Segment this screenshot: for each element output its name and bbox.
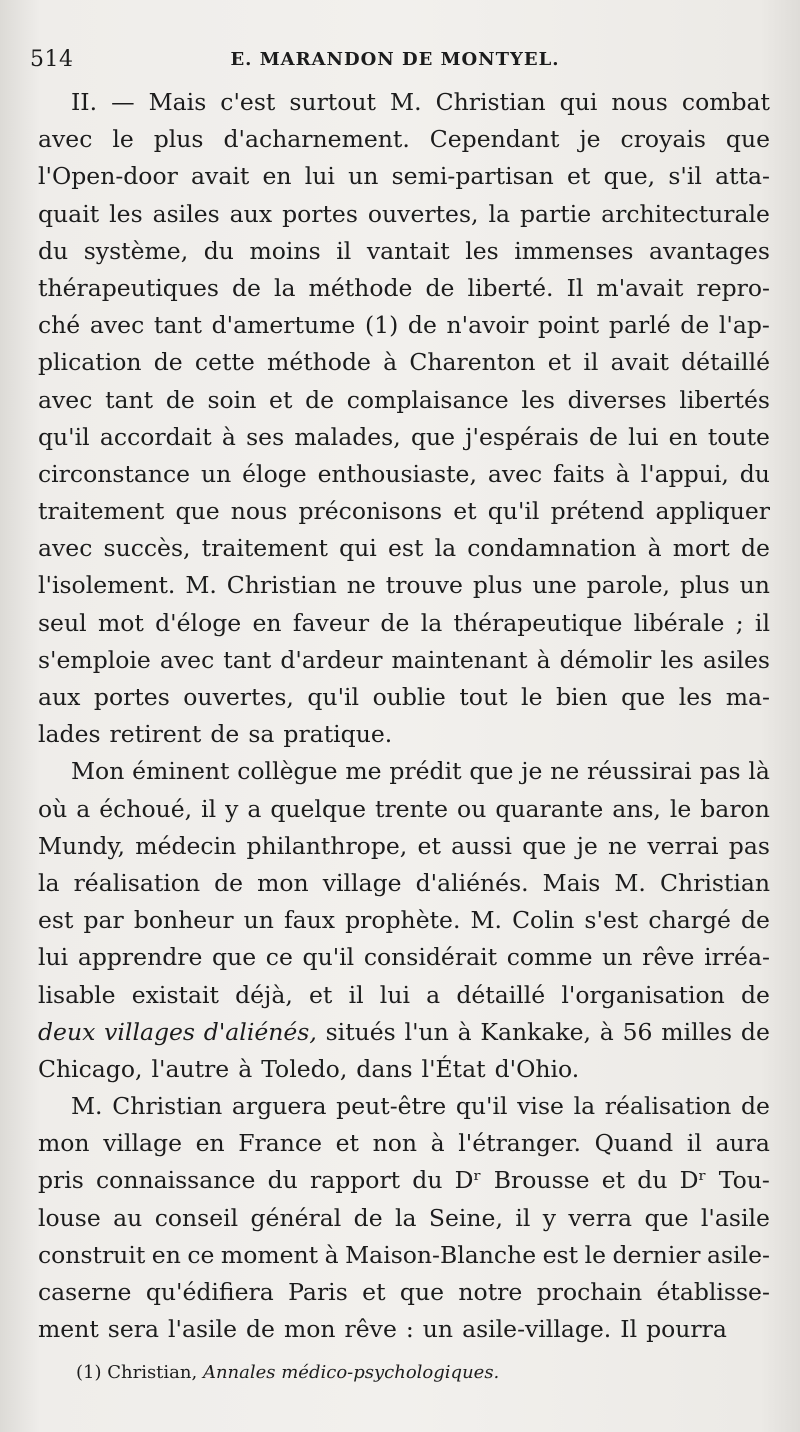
text-line: du système, du moins il vantait les immenses avantages bbox=[38, 236, 770, 265]
footnote-marker: (1) Christian, bbox=[76, 1362, 198, 1383]
text-line: aux portes ouvertes, qu'il oublie tout le bien que les ma- bbox=[38, 683, 770, 711]
text-line: ché avec tant d'amertume (1) de n'avoir point parlé de l'ap- bbox=[38, 311, 770, 340]
text-line: avec le plus d'acharnement. Cependant je croyais que bbox=[38, 125, 770, 154]
text-line: la réalisation de mon village d'aliénés. Mais M. Christian bbox=[38, 868, 770, 897]
text-line: circonstance un éloge enthousiaste, avec faits à l'appui, du bbox=[38, 459, 770, 488]
text-line: Mundy, médecin philanthrope, et aussi que je ne verrai pas bbox=[38, 831, 770, 860]
text-line: caserne qu'édifiera Paris et que notre prochain établisse- bbox=[38, 1278, 770, 1306]
text-line: avec succès, traitement qui est la condamnation à mort de bbox=[38, 534, 770, 563]
running-head: E. MARANDON DE MONTYEL. bbox=[230, 48, 560, 70]
text-line: lades retirent de sa pratique. bbox=[38, 720, 393, 749]
text-line: lisable existait déjà, et il lui a détaillé l'organisation de bbox=[38, 980, 770, 1009]
text-line: l'Open-door avait en lui un semi-partisan et que, s'il atta- bbox=[38, 162, 770, 191]
text-line: qu'il accordait à ses malades, que j'espérais de lui en toute bbox=[38, 422, 770, 451]
text-line: Chicago, l'autre à Toledo, dans l'État d'Ohio. bbox=[38, 1054, 580, 1083]
text-line: lui apprendre que ce qu'il considérait comme un rêve irréa- bbox=[38, 943, 770, 972]
text-line: s'emploie avec tant d'ardeur maintenant à démolir les asiles bbox=[38, 645, 770, 674]
text-line: traitement que nous préconisons et qu'il prétend appliquer bbox=[38, 497, 770, 526]
page-header bbox=[30, 44, 760, 74]
text-line: plication de cette méthode à Charenton et il avait détaillé bbox=[38, 348, 770, 377]
text-line: mon village en France et non à l'étranger. Quand il aura bbox=[38, 1129, 770, 1158]
footnote-source: Annales médico-psychologiques. bbox=[202, 1362, 500, 1383]
footnote bbox=[76, 1362, 499, 1383]
text-line: pris connaissance du rapport du Dʳ Brousse et du Dʳ Tou- bbox=[38, 1166, 770, 1195]
text-line: thérapeutiques de la méthode de liberté. Il m'avait repro- bbox=[38, 273, 770, 302]
body-text bbox=[38, 84, 770, 1348]
text-line: quait les asiles aux portes ouvertes, la partie architecturale bbox=[38, 199, 770, 228]
text-line: ment sera l'asile de mon rêve : un asile-village. Il pourra bbox=[38, 1315, 727, 1344]
text-line: deux villages d'aliénés, situés l'un à Kankake, à 56 milles de bbox=[38, 1017, 770, 1046]
page-number: 514 bbox=[30, 46, 74, 72]
text-line: où a échoué, il y a quelque trente ou quarante ans, le baron bbox=[38, 794, 770, 823]
text-line: construit en ce moment à Maison-Blanche est le dernier asile- bbox=[38, 1240, 770, 1269]
text-line: louse au conseil général de la Seine, il y verra que l'asile bbox=[38, 1203, 770, 1232]
text-line: seul mot d'éloge en faveur de la thérapeutique libérale ; il bbox=[38, 608, 770, 637]
text-line: II. — Mais c'est surtout M. Christian qui nous combat bbox=[71, 88, 770, 116]
text-line: Mon éminent collègue me prédit que je ne réussirai pas là bbox=[71, 757, 770, 786]
text-line: est par bonheur un faux prophète. M. Colin s'est chargé de bbox=[38, 906, 770, 935]
text-line: avec tant de soin et de complaisance les diverses libertés bbox=[38, 385, 770, 414]
text-line: M. Christian arguera peut-être qu'il vise la réalisation de bbox=[71, 1092, 770, 1121]
text-line: l'isolement. M. Christian ne trouve plus une parole, plus un bbox=[38, 571, 770, 600]
